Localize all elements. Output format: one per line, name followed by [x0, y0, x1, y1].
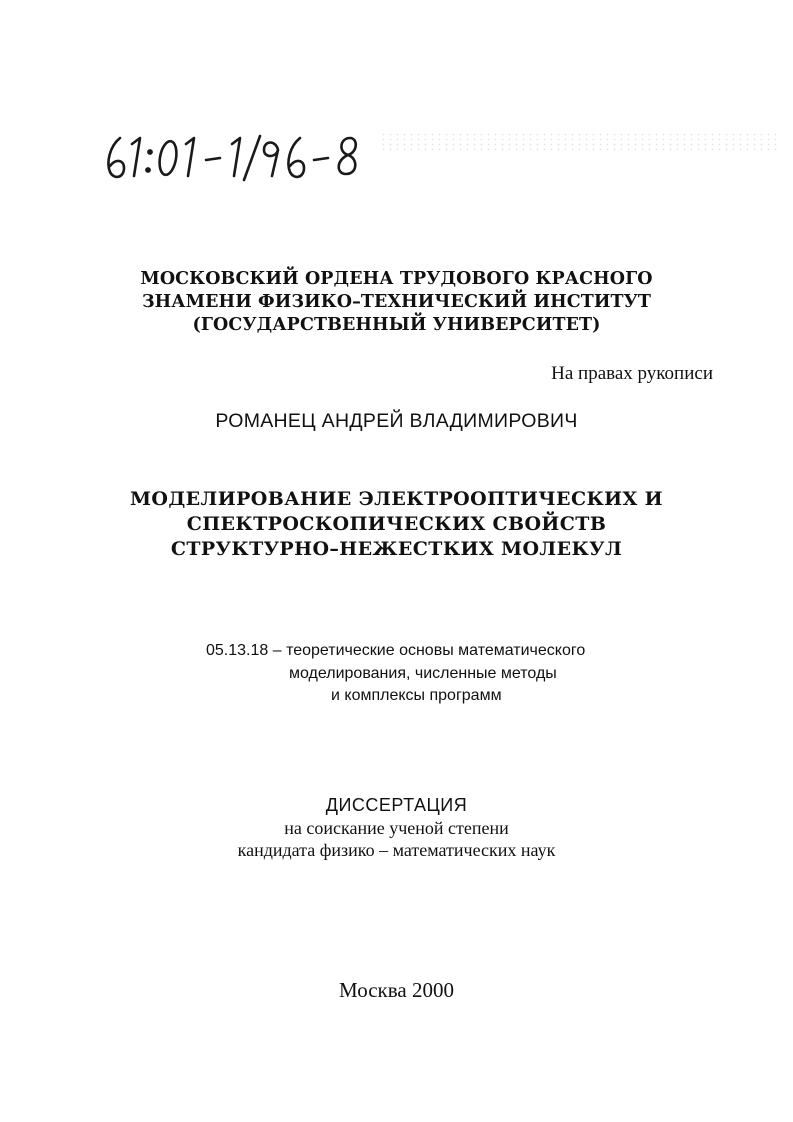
city-year: Москва 2000 [339, 978, 454, 1002]
specialty-line-3: и комплексы программ [331, 687, 502, 704]
dissertation-line-1: на соискание ученой степени [284, 818, 509, 838]
institution-line-3: (ГОСУДАРСТВЕННЫЙ УНИВЕРСИТЕТ) [192, 315, 601, 335]
specialty-line-1: 05.13.18 – теоретические основы математического [206, 642, 586, 659]
scan-noise [380, 132, 780, 150]
dissertation-line-2: кандидата физико – математических наук [237, 840, 556, 860]
handwritten-archive-code-drawing [96, 128, 386, 184]
author-name: РОМАНЕЦ АНДРЕЙ ВЛАДИМИРОВИЧ [215, 410, 578, 432]
title-line-1: МОДЕЛИРОВАНИЕ ЭЛЕКТРООПТИЧЕСКИХ И [129, 488, 664, 510]
rights-note: На правах рукописи [551, 363, 713, 384]
title-line-3: СТРУКТУРНО–НЕЖЕСТКИХ МОЛЕКУЛ [170, 538, 623, 560]
institution-line-1: МОСКОВСКИЙ ОРДЕНА ТРУДОВОГО КРАСНОГО [140, 269, 653, 289]
specialty-line-2: моделирования, численные методы [289, 665, 557, 682]
handwritten-archive-code [96, 128, 386, 184]
institution-line-2: ЗНАМЕНИ ФИЗИКО–ТЕХНИЧЕСКИЙ ИНСТИТУТ [141, 292, 652, 312]
dissertation-heading: ДИССЕРТАЦИЯ [325, 795, 468, 815]
title-line-2: СПЕКТРОСКОПИЧЕСКИХ СВОЙСТВ [186, 513, 607, 535]
